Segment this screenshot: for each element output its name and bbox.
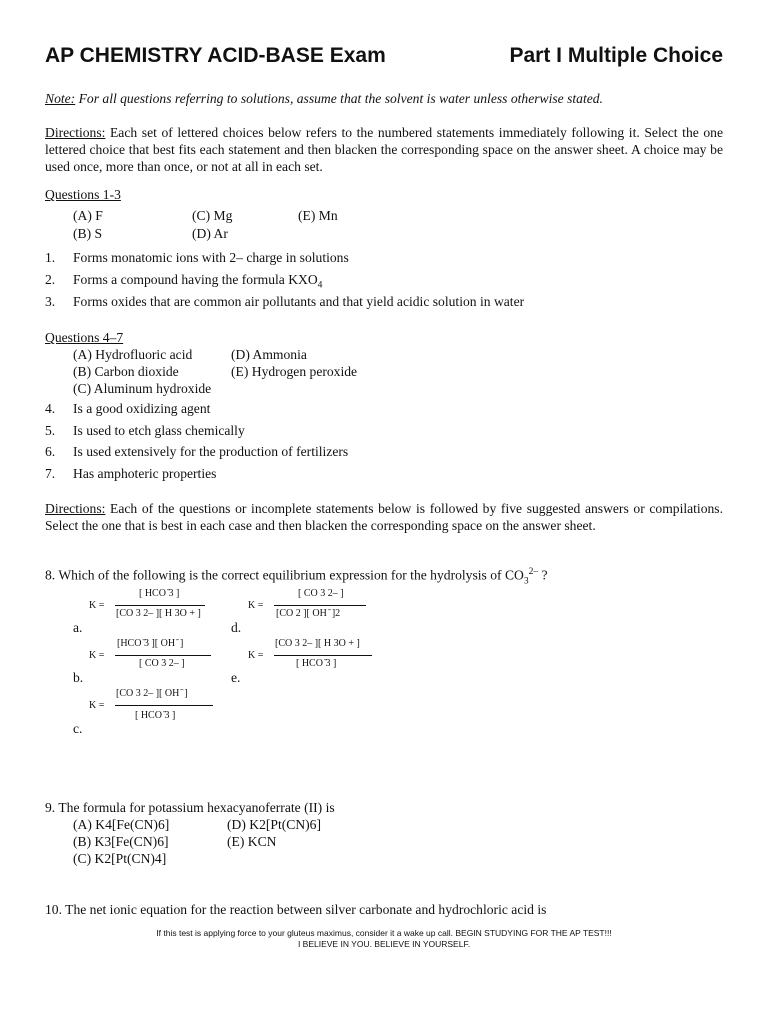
q9-choice-d: (D) K2[Pt(CN)6]	[227, 817, 322, 832]
q8-option-a-label: a.	[73, 620, 83, 635]
question-3: 3. Forms oxides that are common air pollutants and that yield acidic solution in water	[45, 294, 525, 309]
directions-2-label: Directions:	[45, 501, 106, 516]
page-title	[45, 44, 723, 68]
q9-choice-a: (A) K4[Fe(CN)6]	[73, 817, 170, 832]
exam-title: AP CHEMISTRY ACID-BASE Exam	[45, 44, 386, 67]
set-1-choice-b: (B) S	[73, 226, 103, 241]
question-1: 1. Forms monatomic ions with 2– charge in solutions	[45, 250, 349, 265]
directions-1-label: Directions:	[45, 125, 106, 140]
q8-option-b-label: b.	[73, 670, 84, 685]
set-2-choice-c: (C) Aluminum hydroxide	[73, 381, 212, 396]
note-text: For all questions referring to solutions, assume that the solvent is water unless otherwise stated.	[75, 91, 603, 106]
set-2-choice-b: (B) Carbon dioxide	[73, 364, 179, 379]
q9-choice-c: (C) K2[Pt(CN)4]	[73, 851, 167, 866]
note	[45, 90, 723, 107]
q9-choice-e: (E) KCN	[227, 834, 277, 849]
footer-line-2: I BELIEVE IN YOU. BELIEVE IN YOURSELF.	[297, 939, 471, 949]
question-6: 6. Is used extensively for the production of fertilizers	[45, 444, 349, 459]
directions-2-text: Each of the questions or incomplete statements below is followed by five suggested answers or compilations. Select the one that is best in each case and then blacken the corresponding space on the answer sheet.	[45, 501, 723, 533]
set-1-choice-e: (E) Mn	[298, 208, 338, 223]
q9-choice-b: (B) K3[Fe(CN)6]	[73, 834, 169, 849]
set-2-heading: Questions 4–7	[45, 330, 124, 345]
part-title: Part I Multiple Choice	[509, 44, 723, 67]
set-1-heading: Questions 1-3	[45, 187, 121, 202]
directions-1-text: Each set of lettered choices below refers to the numbered statements immediately following it. Select the one lettered choice that best fits each statement and then blacken the corresponding space on the answer sheet. A choice may be used once, more than once, or not at all in each set.	[45, 125, 723, 174]
question-2: 2. Forms a compound having the formula $KXO_4$	[45, 272, 323, 291]
directions-2	[45, 500, 723, 534]
question-9: 9. The formula for potassium hexacyanoferrate (II) is	[45, 800, 335, 815]
directions-1	[45, 124, 723, 175]
page-footer	[0, 928, 768, 950]
question-5: 5. Is used to etch glass chemically	[45, 423, 245, 438]
set-1-choice-d: (D) Ar	[192, 226, 228, 241]
set-1-choice-a: (A) F	[73, 208, 103, 223]
set-2-choice-a: (A) Hydrofluoric acid	[73, 347, 193, 362]
question-7: 7. Has amphoteric properties	[45, 466, 217, 481]
question-10: 10. The net ionic equation for the reaction between silver carbonate and hydrochloric acid is	[45, 902, 547, 917]
set-2-choice-e: (E) Hydrogen peroxide	[231, 364, 358, 379]
q8-option-e-label: e.	[231, 670, 241, 685]
set-1-choice-c: (C) Mg	[192, 208, 233, 223]
q8-option-d-label: d.	[231, 620, 242, 635]
question-4: 4. Is a good oxidizing agent	[45, 401, 211, 416]
set-2-choice-d: (D) Ammonia	[231, 347, 307, 362]
question-8: 8. Which of the following is the correct equilibrium expression for the hydrolysis of $CO_3^{2-}$ ?	[45, 567, 548, 587]
footer-line-1: If this test is applying force to your gluteus maximus, consider it a wake up call. BEGIN STUDYING FOR THE AP TEST!!!	[156, 928, 612, 938]
note-label: Note:	[45, 91, 76, 106]
q8-option-c-label: c.	[73, 721, 83, 736]
